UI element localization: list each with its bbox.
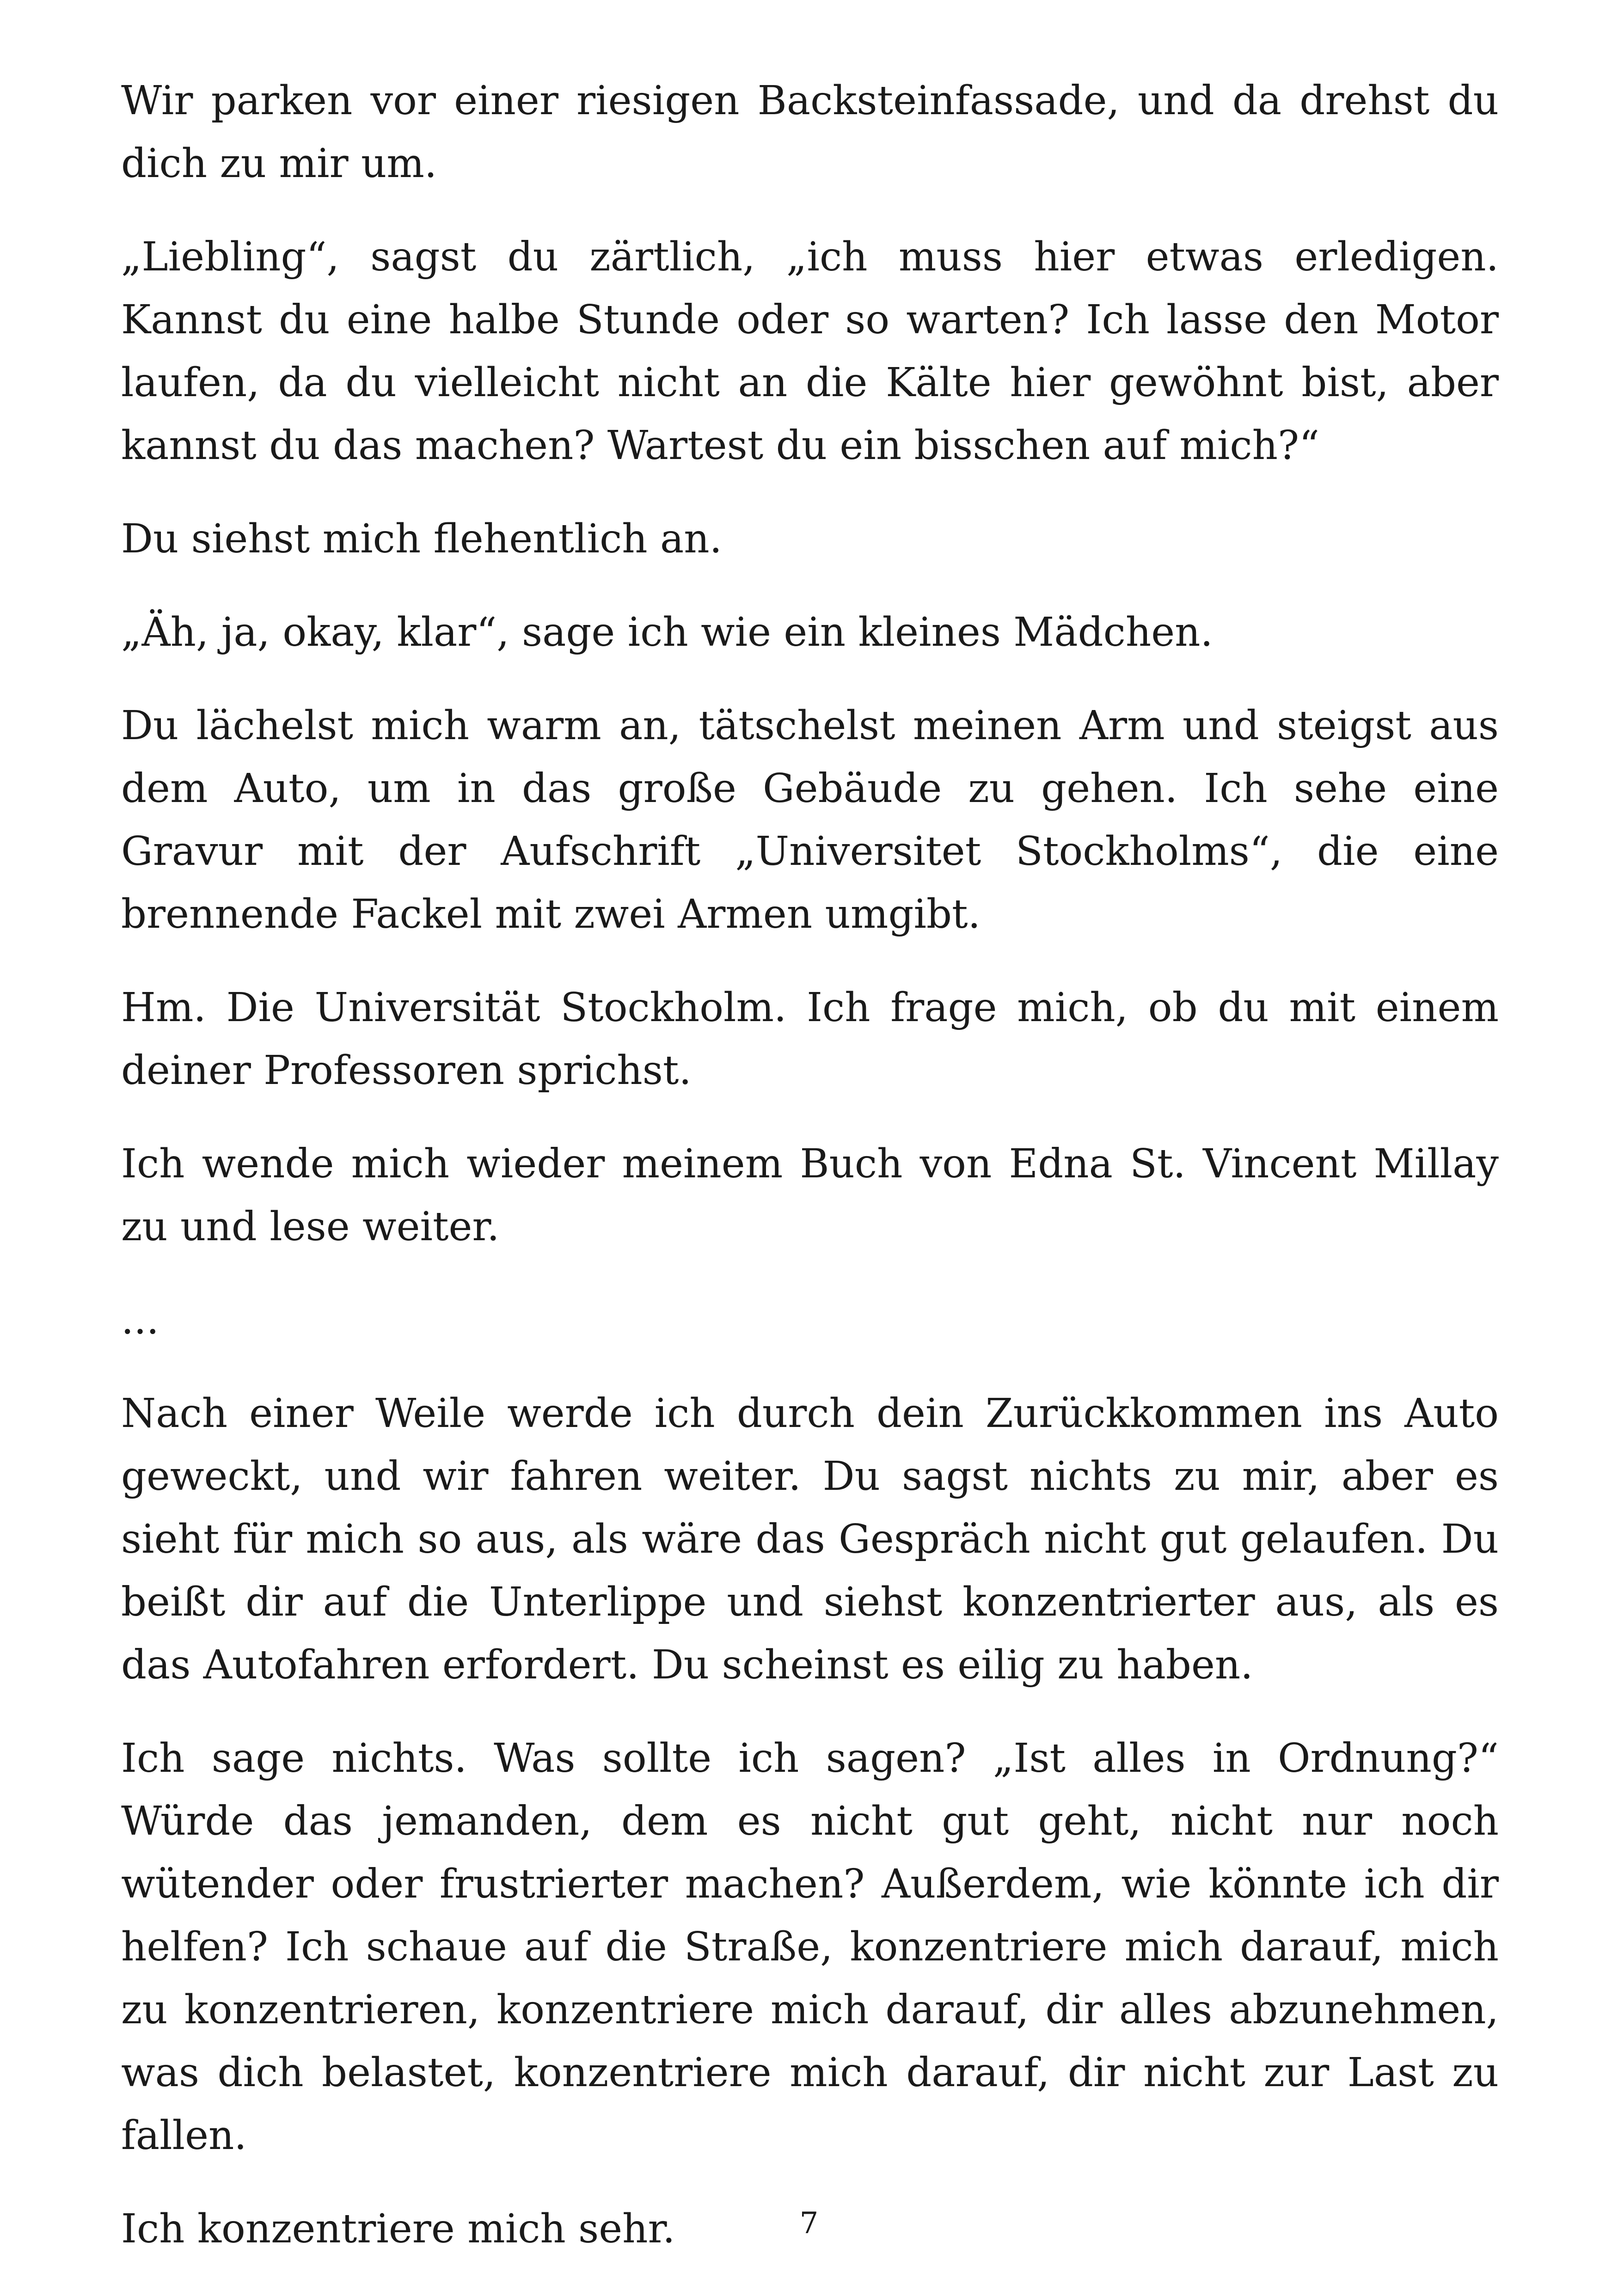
- scene-break: ...: [121, 1297, 159, 1343]
- paragraph-7: Ich wende mich wieder meinem Buch von Edna St. Vincent Millay zu und lese weiter.: [121, 1141, 1499, 1250]
- paragraph-8: Nach einer Weile werde ich durch dein Zurückkommen ins Auto geweckt, und wir fahren weiter. Du sagst nichts zu mir, aber es sieht für mich so aus, als wäre das Gespräch nicht gut gelaufen. Du beißt dir auf die Unterlippe und siehst konzentrierter aus, als es das Autofahren erfordert. Du scheinst es eilig zu haben.: [121, 1390, 1499, 1688]
- paragraph-6: Hm. Die Universität Stockholm. Ich frage mich, ob du mit einem deiner Professoren sprichst.: [121, 985, 1499, 1094]
- paragraph-2: „Liebling“, sagst du zärtlich, „ich muss hier etwas erledigen. Kannst du eine halbe Stunde oder so warten? Ich lasse den Motor laufen, da du vielleicht nicht an die Kälte hier gewöhnt bist, aber kannst du das machen? Wartest du ein bisschen auf mich?“: [121, 234, 1499, 469]
- body-text: [121, 69, 1499, 2260]
- paragraph-3: Du siehst mich flehentlich an.: [121, 516, 722, 562]
- paragraph-4: „Äh, ja, okay, klar“, sage ich wie ein kleines Mädchen.: [121, 609, 1213, 655]
- paragraph-1: Wir parken vor einer riesigen Backsteinfassade, und da drehst du dich zu mir um.: [121, 78, 1499, 187]
- paragraph-9: Ich sage nichts. Was sollte ich sagen? „Ist alles in Ordnung?“ Würde das jemanden, dem es nicht gut geht, nicht nur noch wütender oder frustrierter machen? Außerdem, wie könnte ich dir helfen? Ich schaue auf die Straße, konzentriere mich darauf, mich zu konzentrieren, konzentriere mich darauf, dir alles abzunehmen, was dich belastet, konzentriere mich darauf, dir nicht zur Last zu fallen.: [121, 1735, 1499, 2159]
- paragraph-10: Ich konzentriere mich sehr.: [121, 2206, 675, 2252]
- paragraph-5: Du lächelst mich warm an, tätschelst meinen Arm und steigst aus dem Auto, um in das große Gebäude zu gehen. Ich sehe eine Gravur mit der Aufschrift „Universitet Stockholms“, die eine brennende Fackel mit zwei Armen umgibt.: [121, 703, 1499, 937]
- page-number: 7: [799, 2206, 819, 2241]
